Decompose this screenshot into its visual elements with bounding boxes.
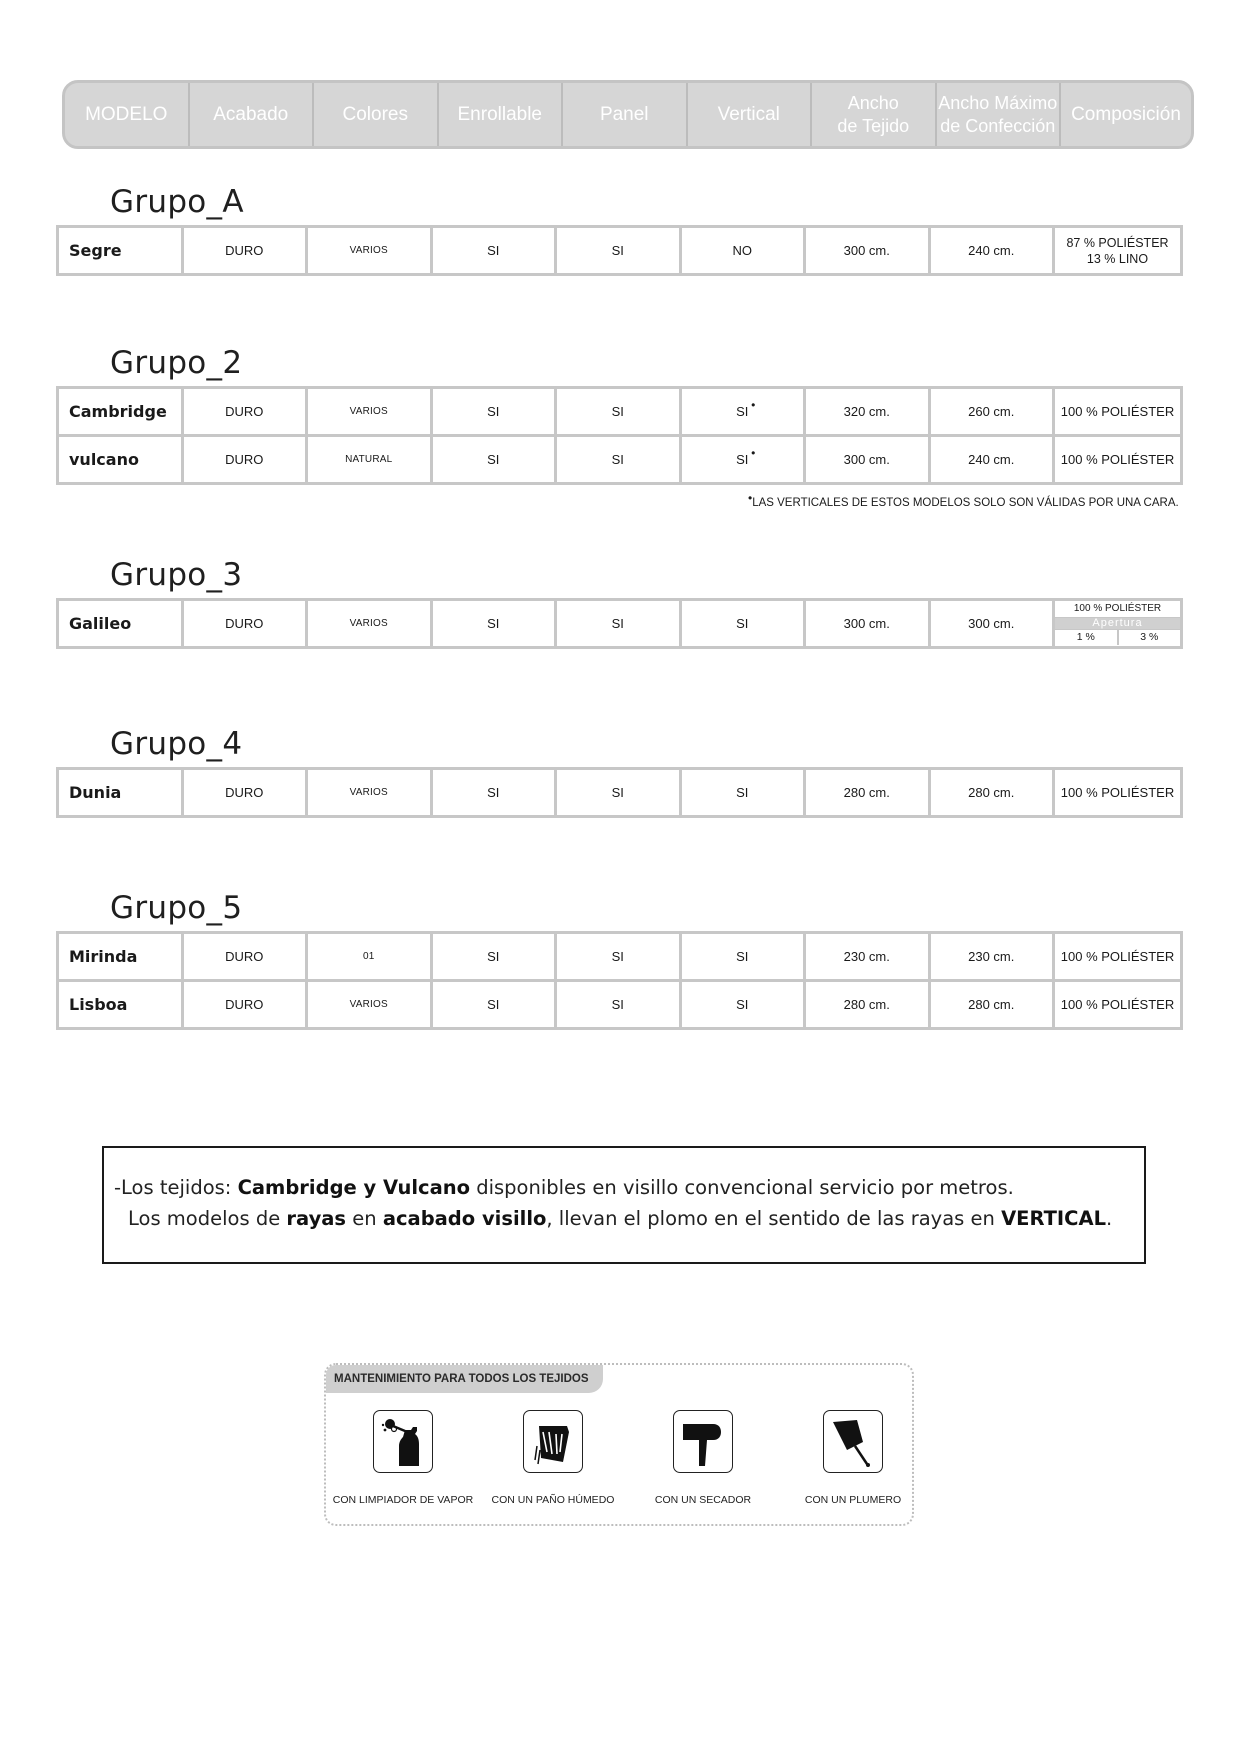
table-row bbox=[59, 389, 1180, 437]
cell-ancho-max: 240 cm. bbox=[931, 228, 1056, 273]
cell-ancho-max: 300 cm. bbox=[931, 601, 1056, 646]
cell-modelo: Segre bbox=[59, 228, 184, 273]
cell-colores: VARIOS bbox=[308, 982, 433, 1027]
cell-enrollable: SI bbox=[433, 770, 558, 815]
footnote-text: LAS VERTICALES DE ESTOS MODELOS SOLO SON VÁLIDAS POR UNA CARA. bbox=[752, 497, 1179, 509]
table-row bbox=[59, 601, 1180, 646]
cell-panel: SI bbox=[557, 437, 682, 482]
cell-acabado: DURO bbox=[184, 601, 309, 646]
note-bold: VERTICAL bbox=[1001, 1207, 1107, 1230]
cell-modelo: Dunia bbox=[59, 770, 184, 815]
group-a-table bbox=[56, 225, 1183, 276]
cell-enrollable: SI bbox=[433, 437, 558, 482]
cell-ancho-max: 280 cm. bbox=[931, 770, 1056, 815]
cell-panel: SI bbox=[557, 228, 682, 273]
apertura-values bbox=[1055, 629, 1180, 645]
note-text: . bbox=[1106, 1207, 1113, 1230]
cell-panel: SI bbox=[557, 934, 682, 979]
cell-acabado: DURO bbox=[184, 228, 309, 273]
cell-ancho: 300 cm. bbox=[806, 437, 931, 482]
cell-ancho-max: 240 cm. bbox=[931, 437, 1056, 482]
cell-vertical: SI bbox=[682, 934, 807, 979]
header-colores: Colores bbox=[314, 83, 439, 146]
note-text: en bbox=[346, 1207, 383, 1230]
group-title: Grupo_A bbox=[110, 184, 244, 220]
cell-panel: SI bbox=[557, 601, 682, 646]
cell-enrollable: SI bbox=[433, 934, 558, 979]
maintenance-panel bbox=[324, 1363, 914, 1526]
cell-modelo: Lisboa bbox=[59, 982, 184, 1027]
damp-cloth-icon bbox=[523, 1410, 583, 1473]
group-3-table bbox=[56, 598, 1183, 649]
note-bold: acabado visillo bbox=[382, 1207, 547, 1230]
cell-modelo: Cambridge bbox=[59, 389, 184, 434]
steam-cleaner-icon bbox=[373, 1410, 433, 1473]
note-text: , llevan el plomo en el sentido de las rayas en bbox=[546, 1207, 1002, 1230]
cell-composicion: 100 % POLIÉSTER bbox=[1060, 452, 1175, 467]
cell-composicion: 100 % POLIÉSTER bbox=[1060, 404, 1175, 419]
cell-ancho-max: 230 cm. bbox=[931, 934, 1056, 979]
cell-colores: VARIOS bbox=[308, 770, 433, 815]
cell-composicion bbox=[1055, 228, 1180, 273]
group-2-table bbox=[56, 386, 1183, 485]
header-panel: Panel bbox=[563, 83, 688, 146]
cell-ancho: 300 cm. bbox=[806, 601, 931, 646]
cell-enrollable: SI bbox=[433, 982, 558, 1027]
table-row bbox=[59, 770, 1180, 815]
cell-vertical: NO bbox=[682, 228, 807, 273]
note-bold: rayas bbox=[286, 1207, 347, 1230]
cell-vertical bbox=[682, 389, 807, 434]
maintenance-label: CON LIMPIADOR DE VAPOR bbox=[332, 1494, 474, 1506]
footnote-mark: • bbox=[748, 491, 753, 505]
cell-panel: SI bbox=[557, 982, 682, 1027]
cell-composicion: 100 % POLIÉSTER bbox=[1060, 785, 1175, 800]
cell-modelo: Galileo bbox=[59, 601, 184, 646]
cell-colores: NATURAL bbox=[308, 437, 433, 482]
cell-ancho: 230 cm. bbox=[806, 934, 931, 979]
cell-panel: SI bbox=[557, 389, 682, 434]
vertical-value: SI bbox=[736, 404, 749, 419]
group-title: Grupo_2 bbox=[110, 345, 243, 381]
header-ancho-maximo: Ancho Máximo de Confección bbox=[937, 83, 1062, 146]
apertura-value: 1 % bbox=[1055, 630, 1119, 645]
group-title: Grupo_3 bbox=[110, 557, 243, 593]
cell-colores: VARIOS bbox=[308, 389, 433, 434]
maintenance-title: MANTENIMIENTO PARA TODOS LOS TEJIDOS bbox=[326, 1365, 603, 1393]
cell-composicion bbox=[1055, 601, 1180, 646]
cell-ancho-max: 280 cm. bbox=[931, 982, 1056, 1027]
cell-ancho: 280 cm. bbox=[806, 770, 931, 815]
cell-acabado: DURO bbox=[184, 934, 309, 979]
note-line-1 bbox=[114, 1172, 1144, 1203]
cell-composicion: 100 % POLIÉSTER bbox=[1060, 997, 1175, 1012]
note-line-2 bbox=[114, 1203, 1144, 1234]
cell-ancho: 320 cm. bbox=[806, 389, 931, 434]
header-vertical: Vertical bbox=[688, 83, 813, 146]
note-bold: Cambridge y Vulcano bbox=[237, 1176, 471, 1199]
group-title: Grupo_5 bbox=[110, 890, 243, 926]
table-row bbox=[59, 228, 1180, 273]
maintenance-label: CON UN PLUMERO bbox=[804, 1494, 902, 1506]
apertura-value: 3 % bbox=[1140, 631, 1159, 643]
composition-line: 13 % LINO bbox=[1086, 251, 1149, 266]
cell-panel: SI bbox=[557, 770, 682, 815]
cell-colores: 01 bbox=[308, 934, 433, 979]
header-acabado: Acabado bbox=[190, 83, 315, 146]
group-5-table bbox=[56, 931, 1183, 1030]
group-4-table bbox=[56, 767, 1183, 818]
cell-vertical: SI bbox=[682, 770, 807, 815]
cell-acabado: DURO bbox=[184, 982, 309, 1027]
cell-vertical bbox=[682, 437, 807, 482]
column-header-bar bbox=[62, 80, 1194, 149]
feather-duster-icon bbox=[823, 1410, 883, 1473]
cell-vertical: SI bbox=[682, 982, 807, 1027]
composition-line: 100 % POLIÉSTER bbox=[1055, 601, 1180, 618]
cell-acabado: DURO bbox=[184, 770, 309, 815]
cell-composicion: 100 % POLIÉSTER bbox=[1060, 949, 1175, 964]
cell-enrollable: SI bbox=[433, 389, 558, 434]
header-composicion: Composición bbox=[1071, 103, 1181, 125]
cell-colores: VARIOS bbox=[308, 228, 433, 273]
cell-colores: VARIOS bbox=[308, 601, 433, 646]
group-title: Grupo_4 bbox=[110, 726, 243, 762]
table-row bbox=[59, 437, 1180, 482]
table-row bbox=[59, 982, 1180, 1027]
vertical-value: SI bbox=[736, 452, 749, 467]
apertura-label: Apertura bbox=[1055, 618, 1180, 629]
note-text: Los modelos de bbox=[128, 1207, 287, 1230]
cell-acabado: DURO bbox=[184, 437, 309, 482]
cell-ancho-max: 260 cm. bbox=[931, 389, 1056, 434]
cell-ancho: 300 cm. bbox=[806, 228, 931, 273]
maintenance-label: CON UN SECADOR bbox=[654, 1494, 752, 1506]
cell-enrollable: SI bbox=[433, 228, 558, 273]
cell-acabado: DURO bbox=[184, 389, 309, 434]
footnote-mark: • bbox=[751, 397, 756, 412]
header-enrollable: Enrollable bbox=[439, 83, 564, 146]
footnote-mark: • bbox=[751, 445, 756, 460]
header-ancho-tejido: Ancho de Tejido bbox=[812, 83, 937, 146]
table-row bbox=[59, 934, 1180, 982]
footnote bbox=[748, 491, 1179, 509]
info-note-box bbox=[102, 1146, 1146, 1264]
cell-vertical: SI bbox=[682, 601, 807, 646]
note-text: disponibles en visillo convencional servicio por metros. bbox=[470, 1176, 1014, 1199]
cell-ancho: 280 cm. bbox=[806, 982, 931, 1027]
cell-modelo: Mirinda bbox=[59, 934, 184, 979]
hair-dryer-icon bbox=[673, 1410, 733, 1473]
note-text: -Los tejidos: bbox=[114, 1176, 238, 1199]
cell-enrollable: SI bbox=[433, 601, 558, 646]
header-modelo: MODELO bbox=[65, 83, 190, 146]
composition-line: 87 % POLIÉSTER bbox=[1066, 235, 1169, 250]
cell-modelo: vulcano bbox=[59, 437, 184, 482]
maintenance-label: CON UN PAÑO HÚMEDO bbox=[491, 1494, 615, 1506]
